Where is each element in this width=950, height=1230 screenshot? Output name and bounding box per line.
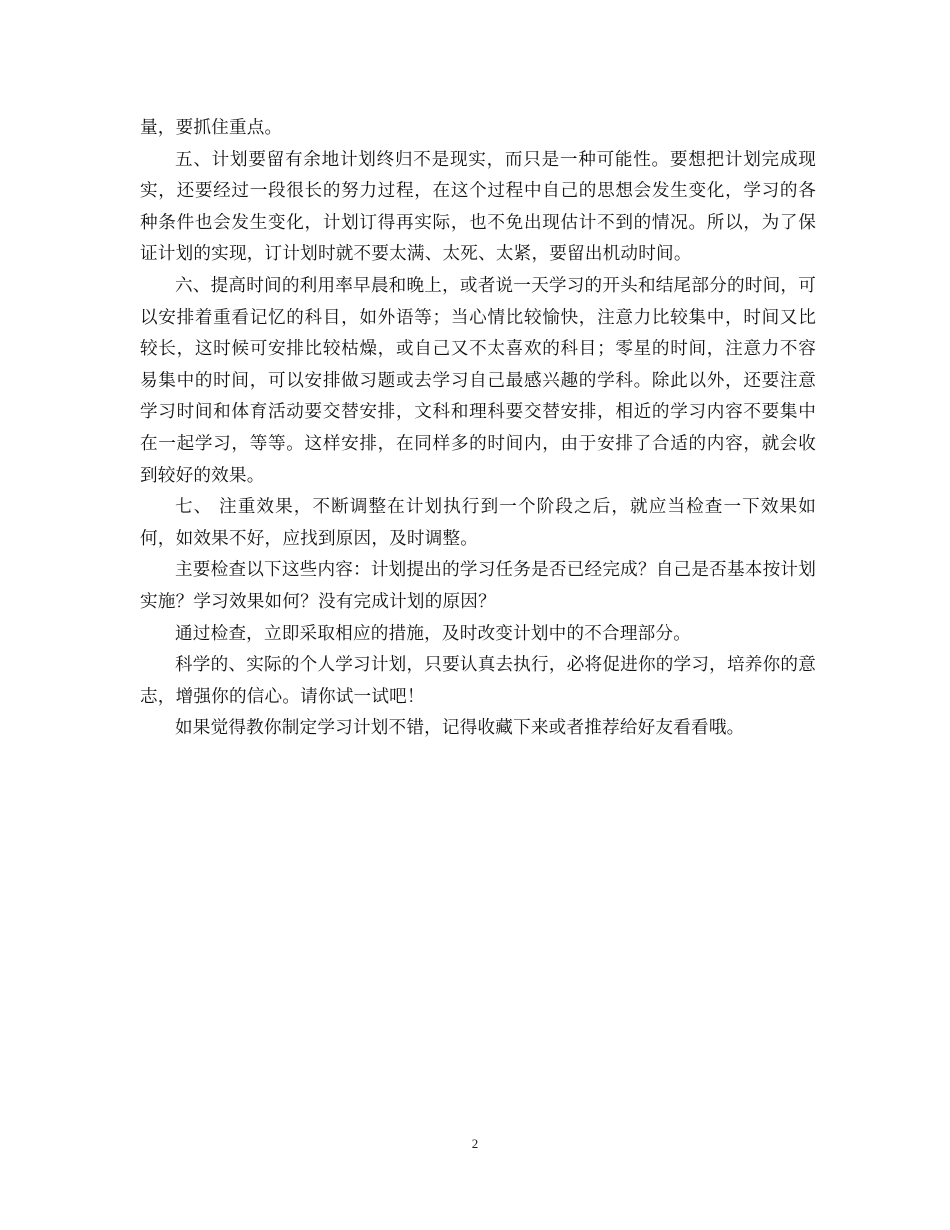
paragraph-check-action: 通过检查，立即采取相应的措施，及时改变计划中的不合理部分。 <box>175 623 692 644</box>
paragraph-conclusion: 科学的、实际的个人学习计划，只要认真去执行，必将促进你的学习，培养你的意志，增强你的信心。请你试一试吧！ <box>140 655 816 707</box>
paragraph-section-five: 五、计划要留有余地计划终归不是现实，而只是一种可能性。要想把计划完成现实，还要经过一段很长的努力过程，在这个过程中自己的思想会发生变化，学习的各种条件也会发生变化，计划订得再实际，也不免出现估计不到的情况。所以，为了保证计划的实现，订计划时就不要太满、太死、太紧，要留出机动时间。 <box>140 149 816 265</box>
paragraph-continuation: 量，要抓住重点。 <box>140 118 283 138</box>
page-number: 2 <box>471 1136 479 1151</box>
paragraph-check-items: 主要检查以下这些内容：计划提出的学习任务是否已经完成？自己是否基本按计划实施？学习效果如何？没有完成计划的原因？ <box>140 560 816 612</box>
document-body <box>140 113 816 745</box>
paragraph-closing-note: 如果觉得教你制定学习计划不错，记得收藏下来或者推荐给好友看看哦。 <box>175 718 745 739</box>
paragraph-section-six: 六、提高时间的利用率早晨和晚上，或者说一天学习的开头和结尾部分的时间，可以安排着重看记忆的科目，如外语等；当心情比较愉快，注意力比较集中，时间又比较长，这时候可安排比较枯燥，或自己又不太喜欢的科目；零星的时间，注意力不容易集中的时间，可以安排做习题或去学习自己最感兴趣的学科。除此以外，还要注意学习时间和体育活动要交替安排，文科和理科要交替安排，相近的学习内容不要集中在一起学习，等等。这样安排，在同样多的时间内，由于安排了合适的内容，就会收到较好的效果。 <box>140 275 816 486</box>
paragraph-section-seven: 七、 注重效果，不断调整在计划执行到一个阶段之后，就应当检查一下效果如何，如效果不好，应找到原因，及时调整。 <box>140 497 816 549</box>
